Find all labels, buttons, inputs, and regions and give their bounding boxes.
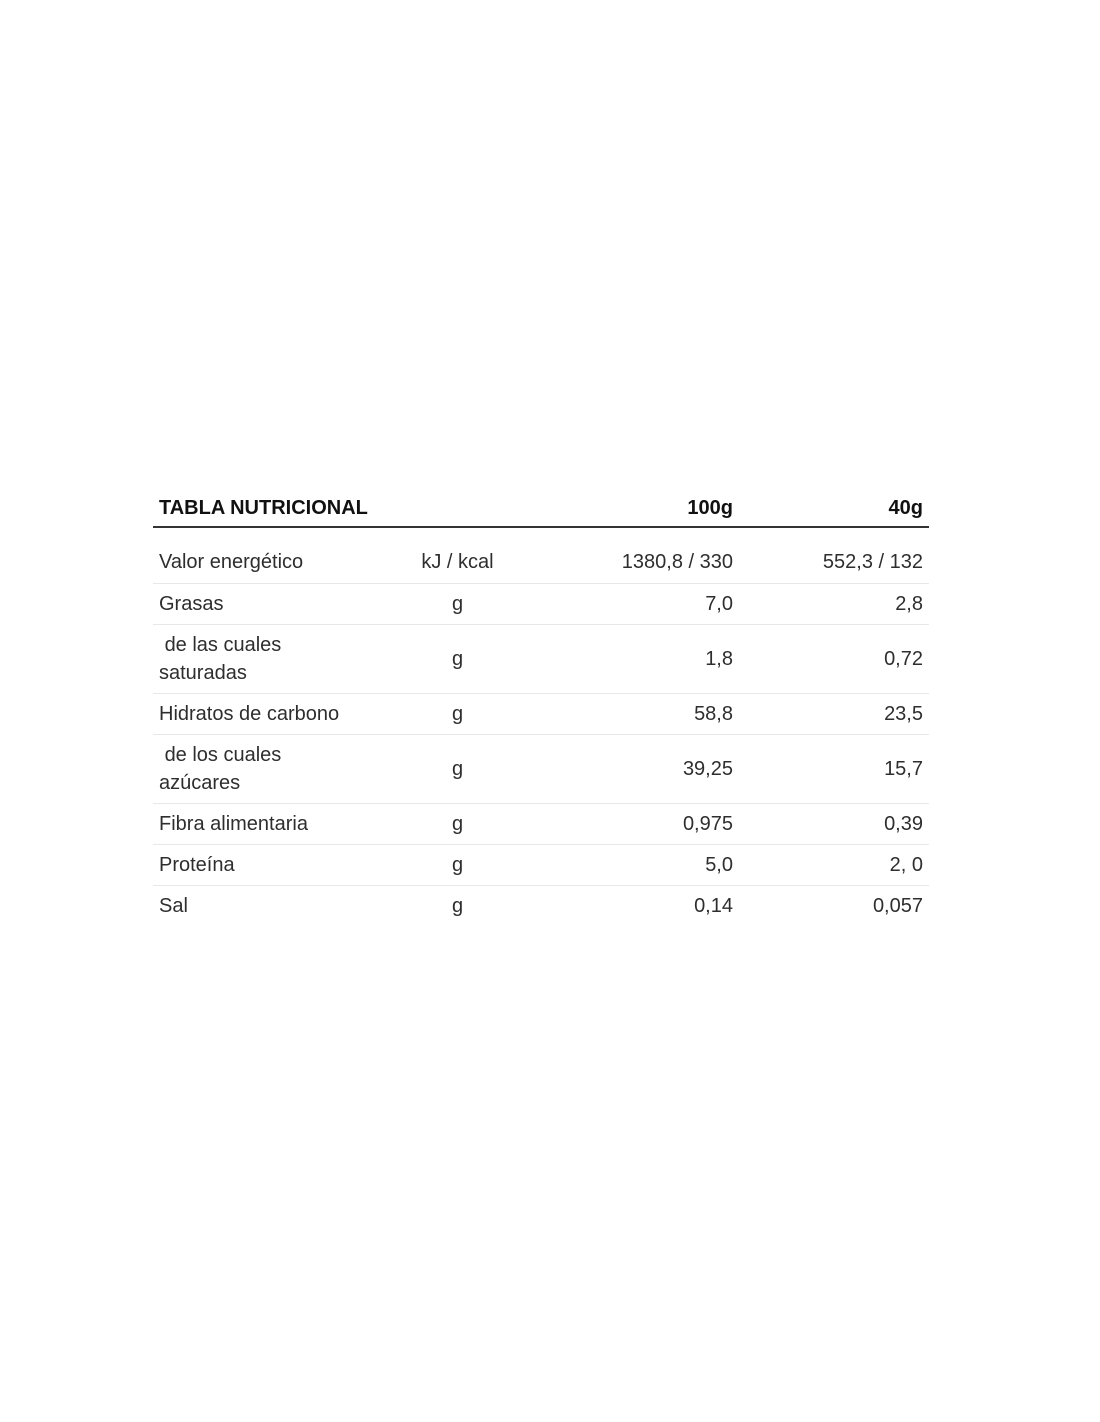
per-100g-column-header: 100g bbox=[519, 490, 739, 527]
value-per-40g: 552,3 / 132 bbox=[739, 542, 929, 583]
table-row bbox=[153, 885, 929, 926]
nutrient-name: Grasas bbox=[153, 583, 396, 624]
value-per-100g: 0,975 bbox=[519, 803, 739, 844]
table-title: TABLA NUTRICIONAL bbox=[153, 490, 396, 527]
nutrient-name: Proteína bbox=[153, 844, 396, 885]
table-body bbox=[153, 542, 929, 926]
nutrient-unit: g bbox=[451, 894, 464, 917]
value-per-100g: 1,8 bbox=[519, 624, 739, 693]
nutrient-name: Sal bbox=[159, 894, 188, 917]
table-row bbox=[153, 542, 929, 583]
nutrient-unit: g bbox=[396, 583, 519, 624]
header-spacer bbox=[153, 527, 929, 542]
nutrition-table bbox=[153, 490, 929, 926]
table-header bbox=[153, 490, 929, 542]
value-per-40g: 0,39 bbox=[739, 803, 929, 844]
value-per-100g: 1380,8 / 330 bbox=[519, 542, 739, 583]
table-row bbox=[153, 803, 929, 844]
value-per-100g: 39,25 bbox=[519, 734, 739, 803]
nutrient-unit: kJ / kcal bbox=[396, 542, 519, 583]
table-row bbox=[153, 844, 929, 885]
value-per-100g: 0,14 bbox=[694, 894, 733, 917]
nutrient-name: Hidratos de carbono bbox=[153, 693, 396, 734]
nutrient-unit: g bbox=[396, 803, 519, 844]
value-per-40g: 23,5 bbox=[739, 693, 929, 734]
per-40g-column-header: 40g bbox=[739, 490, 929, 527]
table-row bbox=[153, 693, 929, 734]
nutrient-unit: g bbox=[396, 734, 519, 803]
value-per-40g: 2, 0 bbox=[739, 844, 929, 885]
nutrient-unit: g bbox=[396, 693, 519, 734]
nutrient-name: de los cuales azúcares bbox=[153, 734, 396, 803]
value-per-100g: 58,8 bbox=[519, 693, 739, 734]
value-per-100g: 7,0 bbox=[519, 583, 739, 624]
unit-column-header bbox=[396, 490, 519, 527]
value-per-40g: 15,7 bbox=[739, 734, 929, 803]
table-row bbox=[153, 734, 929, 803]
value-per-40g: 2,8 bbox=[739, 583, 929, 624]
value-per-40g: 0,057 bbox=[872, 894, 923, 917]
header-row bbox=[153, 490, 929, 527]
value-per-40g: 0,72 bbox=[739, 624, 929, 693]
nutrient-unit: g bbox=[396, 624, 519, 693]
nutrient-name: Fibra alimentaria bbox=[153, 803, 396, 844]
nutrient-name: Valor energético bbox=[153, 542, 396, 583]
nutrient-unit: g bbox=[396, 844, 519, 885]
nutrient-name: de las cuales saturadas bbox=[153, 624, 396, 693]
spacer-cell bbox=[153, 527, 929, 542]
value-per-100g: 5,0 bbox=[519, 844, 739, 885]
table-row bbox=[153, 583, 929, 624]
table-row bbox=[153, 624, 929, 693]
